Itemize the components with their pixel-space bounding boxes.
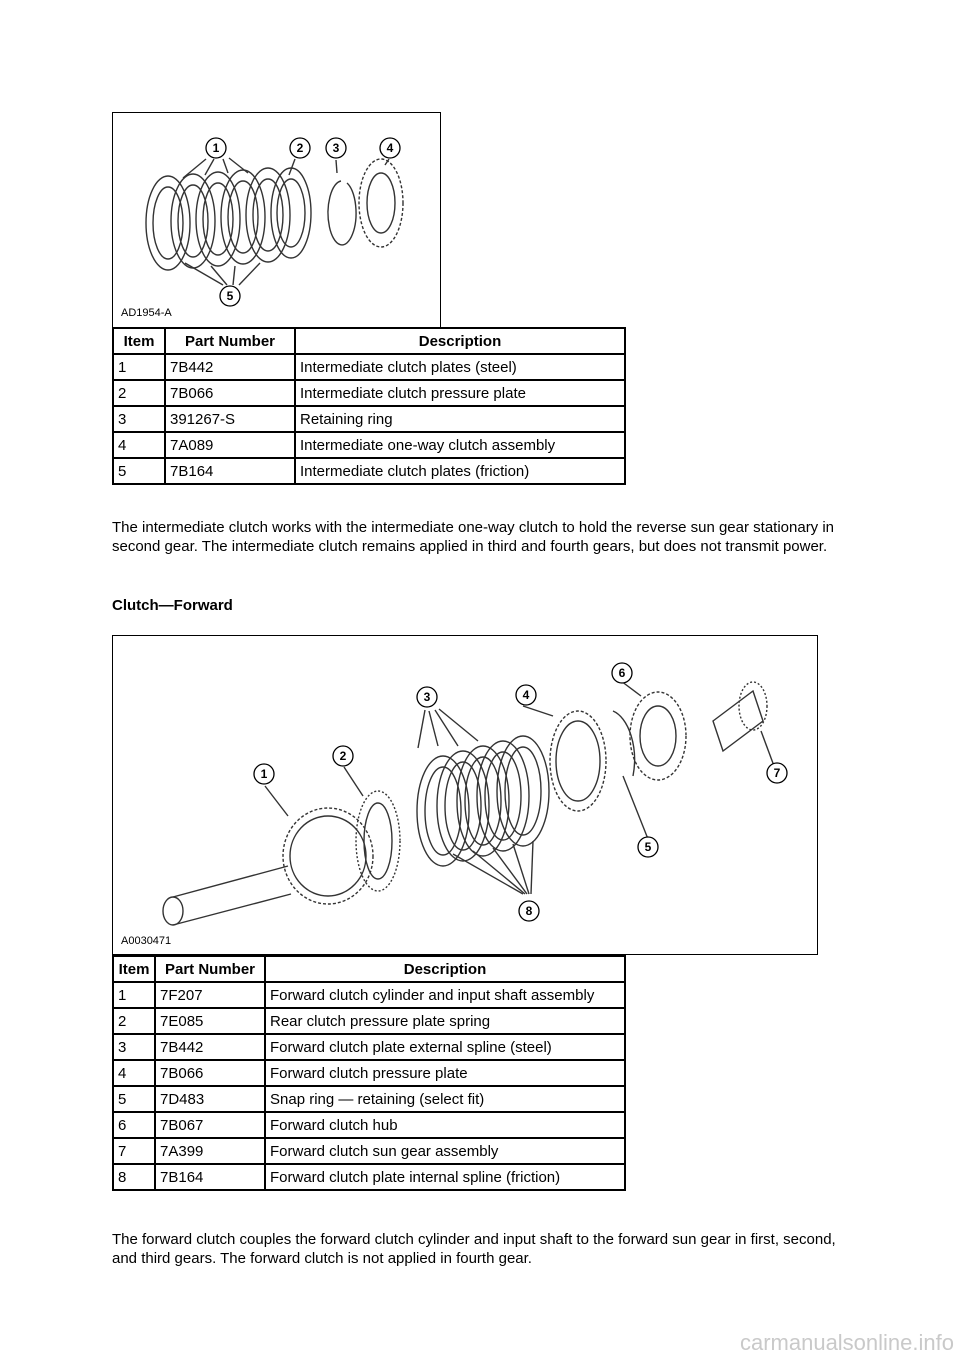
item-cell: 6: [113, 1112, 155, 1138]
part-number-cell: 7B442: [155, 1034, 265, 1060]
description-cell: Forward clutch pressure plate: [265, 1060, 625, 1086]
item-cell: 1: [113, 354, 165, 380]
forward-clutch-illustration: [113, 636, 817, 954]
table-header-row: [113, 328, 625, 354]
column-header-description: Description: [265, 956, 625, 982]
callout-4: 4: [522, 688, 530, 702]
part-number-cell: 7B164: [155, 1164, 265, 1190]
figure-code: A0030471: [121, 935, 172, 947]
item-cell: 3: [113, 406, 165, 432]
table-row: [113, 1112, 625, 1138]
callout-5: 5: [226, 289, 234, 303]
part-number-cell: 7B066: [165, 380, 295, 406]
forward-clutch-paragraph: The forward clutch couples the forward clutch cylinder and input shaft to the forward sun gear in first, second, and third gears. The forward clutch is not applied in fourth gear.: [112, 1231, 836, 1267]
description-cell: Snap ring — retaining (select fit): [265, 1086, 625, 1112]
forward-clutch-figure: [112, 635, 818, 955]
item-cell: 3: [113, 1034, 155, 1060]
description-cell: Forward clutch plate external spline (steel): [265, 1034, 625, 1060]
part-number-cell: 7F207: [155, 982, 265, 1008]
item-cell: 5: [113, 458, 165, 484]
table-row: [113, 380, 625, 406]
column-header-part-number: Part Number: [165, 328, 295, 354]
table-row: [113, 432, 625, 458]
column-header-item: Item: [113, 956, 155, 982]
callout-1: 1: [260, 767, 268, 781]
description-cell: Retaining ring: [295, 406, 625, 432]
description-cell: Intermediate clutch pressure plate: [295, 380, 625, 406]
part-number-cell: 7B442: [165, 354, 295, 380]
table-header-row: [113, 956, 625, 982]
part-number-cell: 7D483: [155, 1086, 265, 1112]
description-cell: Forward clutch plate internal spline (friction): [265, 1164, 625, 1190]
item-cell: 5: [113, 1086, 155, 1112]
part-number-cell: 391267-S: [165, 406, 295, 432]
callout-8: 8: [525, 904, 533, 918]
table-row: [113, 354, 625, 380]
item-cell: 2: [113, 380, 165, 406]
intermediate-clutch-paragraph: The intermediate clutch works with the intermediate one-way clutch to hold the reverse sun gear stationary in second gear. The intermediate clutch remains applied in third and fourth gears, but does not transmit power.: [112, 519, 835, 555]
column-header-part-number: Part Number: [155, 956, 265, 982]
item-cell: 7: [113, 1138, 155, 1164]
site-watermark: carmanualsonline.info: [739, 1330, 954, 1355]
part-number-cell: 7B066: [155, 1060, 265, 1086]
table-row: [113, 1008, 625, 1034]
item-cell: 2: [113, 1008, 155, 1034]
description-cell: Rear clutch pressure plate spring: [265, 1008, 625, 1034]
part-number-cell: 7A089: [165, 432, 295, 458]
intermediate-clutch-figure: [112, 112, 441, 328]
callout-2: 2: [339, 749, 347, 763]
description-cell: Intermediate one-way clutch assembly: [295, 432, 625, 458]
item-cell: 1: [113, 982, 155, 1008]
forward-clutch-parts-table: [112, 955, 626, 1191]
table-row: [113, 1138, 625, 1164]
part-number-cell: 7B164: [165, 458, 295, 484]
part-number-cell: 7A399: [155, 1138, 265, 1164]
callout-4: 4: [386, 141, 394, 155]
description-cell: Intermediate clutch plates (steel): [295, 354, 625, 380]
table-row: [113, 1060, 625, 1086]
item-cell: 4: [113, 1060, 155, 1086]
column-header-item: Item: [113, 328, 165, 354]
callout-2: 2: [296, 141, 304, 155]
figure-code: AD1954-A: [121, 307, 172, 319]
part-number-cell: 7E085: [155, 1008, 265, 1034]
description-cell: Forward clutch cylinder and input shaft assembly: [265, 982, 625, 1008]
callout-5: 5: [644, 840, 652, 854]
description-cell: Forward clutch sun gear assembly: [265, 1138, 625, 1164]
table-row: [113, 1086, 625, 1112]
item-cell: 4: [113, 432, 165, 458]
callout-1: 1: [212, 141, 220, 155]
description-cell: Intermediate clutch plates (friction): [295, 458, 625, 484]
callout-7: 7: [773, 766, 781, 780]
callout-3: 3: [423, 690, 431, 704]
intermediate-clutch-illustration: [113, 113, 440, 327]
table-row: [113, 1034, 625, 1060]
intermediate-clutch-parts-table: [112, 327, 626, 485]
table-row: [113, 458, 625, 484]
item-cell: 8: [113, 1164, 155, 1190]
callout-3: 3: [332, 141, 340, 155]
part-number-cell: 7B067: [155, 1112, 265, 1138]
callout-6: 6: [618, 666, 626, 680]
description-cell: Forward clutch hub: [265, 1112, 625, 1138]
table-row: [113, 982, 625, 1008]
table-row: [113, 406, 625, 432]
column-header-description: Description: [295, 328, 625, 354]
table-row: [113, 1164, 625, 1190]
section-heading-forward-clutch: Clutch—Forward: [112, 597, 233, 614]
